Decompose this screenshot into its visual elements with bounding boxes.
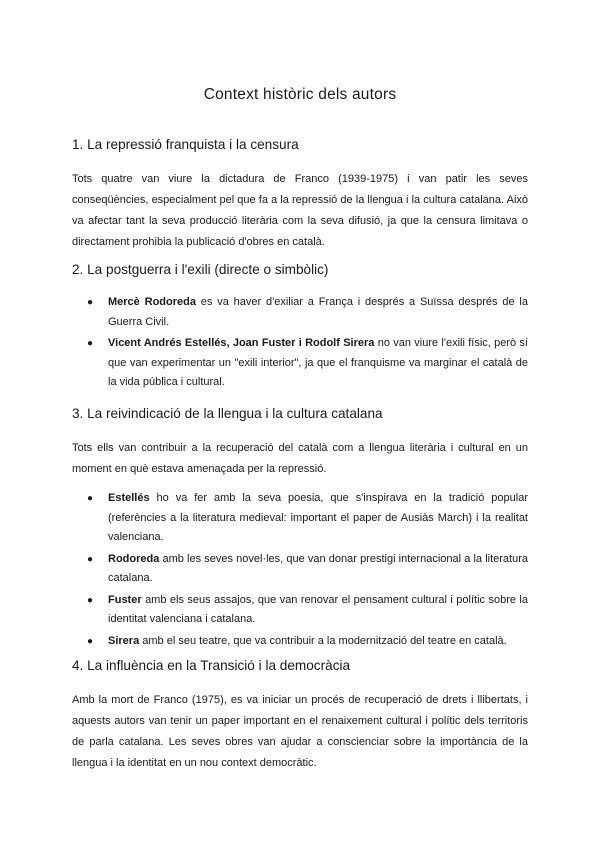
list-item-text: es va haver d'exiliar a França i després a Suïssa després de la Guerra Civil.	[108, 296, 528, 328]
list-item-text: amb les seves novel·les, que van donar prestigi internacional a la literatura catalana.	[108, 552, 528, 584]
list-item-bold: Rodoreda	[108, 552, 160, 565]
bullet-icon: ●	[87, 493, 94, 504]
list-item-text: amb els seus assajos, que van renovar el pensament cultural i polític sobre la identitat valenciana i catalana.	[108, 593, 528, 625]
section-2-heading: 2. La postguerra i l'exili (directe o simbòlic)	[72, 262, 329, 277]
list-item-bold: Fuster	[108, 593, 142, 606]
list-item	[72, 334, 528, 393]
bullet-icon: ●	[87, 594, 94, 606]
section-4-paragraph: Amb la mort de Franco (1975), es va iniciar un procés de recuperació de drets i llibertats, i aquests autors van tenir un paper important en el renaixement cultural i polític dels territoris de parla catalana. Les seves obres van ajudar a conscienciar sobre la importància de la llengua i la identitat en un nou context democràtic.	[72, 694, 528, 769]
list-item-bold: Sirera	[108, 634, 140, 647]
section-1-paragraph: Tots quatre van viure la dictadura de Franco (1939-1975) i van patir les seves conseqüències, especialment pel que fa a la repressió de la llengua i la cultura catalana. Això va afectar tant la seva producció literària com la seva difusió, ja que la censura limitava o directament prohibia la publicació d'obres en català.	[72, 173, 528, 248]
page-title: Context històric dels autors	[203, 86, 397, 103]
section-2-list	[72, 293, 528, 395]
list-item	[72, 489, 528, 548]
bullet-icon: ●	[87, 553, 94, 565]
list-item-bold: Vicent Andrés Estellés, Joan Fuster i Rodolf Sirera	[108, 337, 375, 349]
list-item-text: no van viure l'exili físic, però sí que van experimentar un "exili interior", ja que el franquisme va marginar el català de la vida pública i cultural.	[108, 337, 528, 388]
list-item	[72, 293, 528, 332]
section-1-heading: 1. La repressió franquista i la censura	[72, 137, 299, 152]
bullet-icon: ●	[87, 297, 94, 308]
section-3-paragraph: Tots ells van contribuir a la recuperació del català com a llengua literària i cultural en un moment en què estava amenaçada per la repressió.	[72, 442, 528, 475]
section-3-heading: 3. La reivindicació de la llengua i la cultura catalana	[72, 406, 383, 421]
list-item-text: amb el seu teatre, que va contribuir a la modernització del teatre en català.	[139, 634, 507, 647]
list-item-text: ho va fer amb la seva poesia, que s'inspirava en la tradició popular (referències a la literatura medieval: important el paper de Ausiàs March) i la realitat valenciana.	[108, 492, 528, 543]
list-item-bold: Estellés	[108, 492, 150, 504]
bullet-icon: ●	[87, 635, 94, 647]
section-4-heading: 4. La influència en la Transició i la democràcia	[72, 658, 351, 673]
section-3-list	[72, 489, 528, 653]
list-item-bold: Mercè Rodoreda	[108, 296, 196, 308]
list-item	[72, 632, 528, 652]
bullet-icon: ●	[87, 338, 94, 349]
list-item	[72, 591, 528, 630]
list-item	[72, 550, 528, 589]
